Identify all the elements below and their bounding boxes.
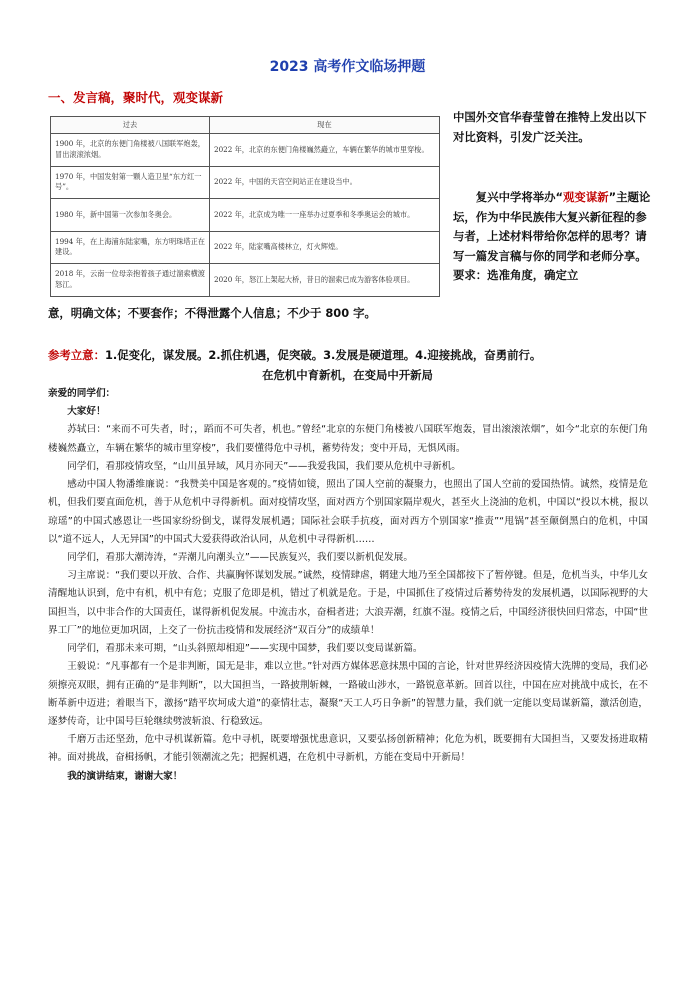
- now-cell: 2022 年，北京的东便门角楼巍然矗立，车辆在繁华的城市里穿梭。: [210, 134, 440, 167]
- essay-paragraph: 王毅说：“凡事都有一个是非判断，国无是非，难以立世。”针对西方媒体恶意抹黑中国的言论，针对世界经济因疫情大洗牌的变局，我们必须擦亮双眼，拥有正确的“是非判断”，以大国担当，一路披荆斩棘，一路破山涉水，一路锐意革新。回首以往，中国在应对挑战中成长，在不断革新中迈进；着眼当下，激扬“踏平坎坷成大道”的豪情壮志，凝聚“天工人巧日争新”的智慧力量，我们就一定能以变局谋新篇，激活创造，逐梦传奇，让中国号巨轮继续劈波斩浪、行稳致远。: [48, 661, 648, 727]
- comparison-table: [50, 116, 440, 297]
- essay-paragraph: 同学们，看那疫情攻坚，“山川虽异域，风月亦同天”——我爱我国，我们要从危机中寻新机。: [67, 460, 461, 472]
- section-heading: 一、发言稿，聚时代，观变谋新: [48, 90, 224, 105]
- table-row: [51, 264, 440, 297]
- past-cell: 1994 年，在上海浦东陆家嘴，东方明珠塔正在建设。: [51, 231, 210, 264]
- column-header-now: 现在: [210, 117, 440, 134]
- past-cell: 1900 年，北京的东便门角楼被八国联军炮轰，冒出滚滚浓烟。: [51, 134, 210, 167]
- now-cell: 2022 年，陆家嘴高楼林立，灯火辉煌。: [210, 231, 440, 264]
- greeting: 大家好！: [67, 406, 106, 418]
- prompt-task-start: 复兴中学将举办“: [475, 190, 564, 204]
- past-cell: 2018 年，云南一位母亲抱着孩子通过溜索横渡怒江。: [51, 264, 210, 297]
- prompt-task: [453, 188, 658, 286]
- reference-points: 1.促变化，谋发展。2.抓住机遇，促突破。3.发展是硬道理。4.迎接挑战，奋勇前行。: [104, 348, 542, 362]
- prompt-task-rest: ”主题论坛，作为中华民族伟大复兴新征程的参与者，上述材料带给你怎样的思考？请写一篇发言稿与你的同学和老师分享。要求：选准角度，确定立: [453, 190, 651, 283]
- essay-paragraph: 同学们，看那未来可期，“山头斜照却相迎”——实现中国梦，我们要以变局谋新篇。: [67, 643, 423, 655]
- essay-paragraph: 感动中国人物潘维廉说：“我赞美中国是客观的。”疫情如镜，照出了国人空前的凝聚力，也照出了国人空前的爱国热情。诚然，疫情是危机，但我们要直面危机，善于从危机中寻得新机。面对疫情攻坚，面对西方个别国家隔岸观火，甚至火上浇油的危机，中国以“投以木桃，报以琼瑶”的中国式感恩让一些国家纷纷倒戈，谋得发展机遇；国际社会联手抗疫，面对西方个别国家“推责”“甩锅”甚至颠倒黑白的危机，中国以“道不远人，人无异国”的中国式大爱获得政治认同，从危机中寻得新机……: [48, 479, 648, 545]
- table-row: [51, 166, 440, 199]
- salutation: 亲爱的同学们：: [48, 388, 116, 399]
- now-cell: 2022 年，北京成为唯一一座举办过夏季和冬季奥运会的城市。: [210, 199, 440, 232]
- prompt-requirements: 意，明确文体；不要套作；不得泄露个人信息；不少于 800 字。: [48, 306, 376, 320]
- closing: 我的演讲结束，谢谢大家！: [67, 770, 183, 782]
- essay-body: [48, 385, 648, 786]
- page-title: 2023 高考作文临场押题: [269, 59, 426, 75]
- column-header-past: 过去: [51, 117, 210, 134]
- prompt-intro: 中国外交官华春莹曾在推特上发出以下对比资料，引发广泛关注。: [453, 110, 647, 144]
- essay-paragraph: 苏轼曰：“来而不可失者，时；，蹈而不可失者，机也。”曾经“北京的东便门角楼被八国联军炮轰，冒出滚滚浓烟”，如今“北京的东便门角楼巍然矗立，车辆在繁华的城市里穿梭”，我们要懂得危中寻机，蓄势待发；变中开局，无惧风雨。: [48, 424, 648, 454]
- theme-highlight: 观变谋新: [563, 190, 609, 204]
- essay-paragraph: 习主席说：“我们要以开放、合作、共赢胸怀谋划发展。”诚然，疫情肆虐，辋建大地乃至全国都按下了暂停键。但是，危机当头，中华儿女清醒地认识到，危中有机，机中有危；克服了危即是机，错过了机就是危。于是，中国抓住了疫情过后蓄势待发的发展机遇，以国际视野的大国担当，以中非合作的大国责任，谋得新机促发展。中流击水，奋楫者进；大浪弄潮，红旗不湿。疫情之后，中国经济很快回归常态，中国“世界工厂”的地位更加巩固，上交了一份抗击疫情和发展经济“双百分”的成绩单！: [48, 570, 648, 636]
- past-cell: 1970 年，中国发射第一颗人造卫星“东方红一号”。: [51, 166, 210, 199]
- reference-line: [48, 347, 541, 363]
- past-cell: 1980 年，新中国第一次参加冬奥会。: [51, 199, 210, 232]
- now-cell: 2020 年，怒江上架起大桥，昔日的溜索已成为游客体验项目。: [210, 264, 440, 297]
- reference-label: 参考立意：: [48, 348, 105, 362]
- essay-paragraph: 千磨万击还坚劲，危中寻机谋新篇。危中寻机，既要增强忧患意识，又要弘扬创新精神；化危为机，既要拥有大国担当，又要发扬进取精神。面对挑战，奋楫扬帆，才能引领潮流之先；把握机遇，在危机中寻新机，方能在变局中开新局！: [48, 734, 648, 764]
- table-header-row: [51, 117, 440, 134]
- table-row: [51, 231, 440, 264]
- table-row: [51, 199, 440, 232]
- essay-paragraph: 同学们，看那大潮涛涛，“弄潮儿向潮头立”——民族复兴，我们要以新机促发展。: [67, 551, 413, 563]
- table-row: [51, 134, 440, 167]
- now-cell: 2022 年，中国的天宫空间站正在建设当中。: [210, 166, 440, 199]
- essay-title: 在危机中育新机，在变局中开新局: [262, 368, 433, 382]
